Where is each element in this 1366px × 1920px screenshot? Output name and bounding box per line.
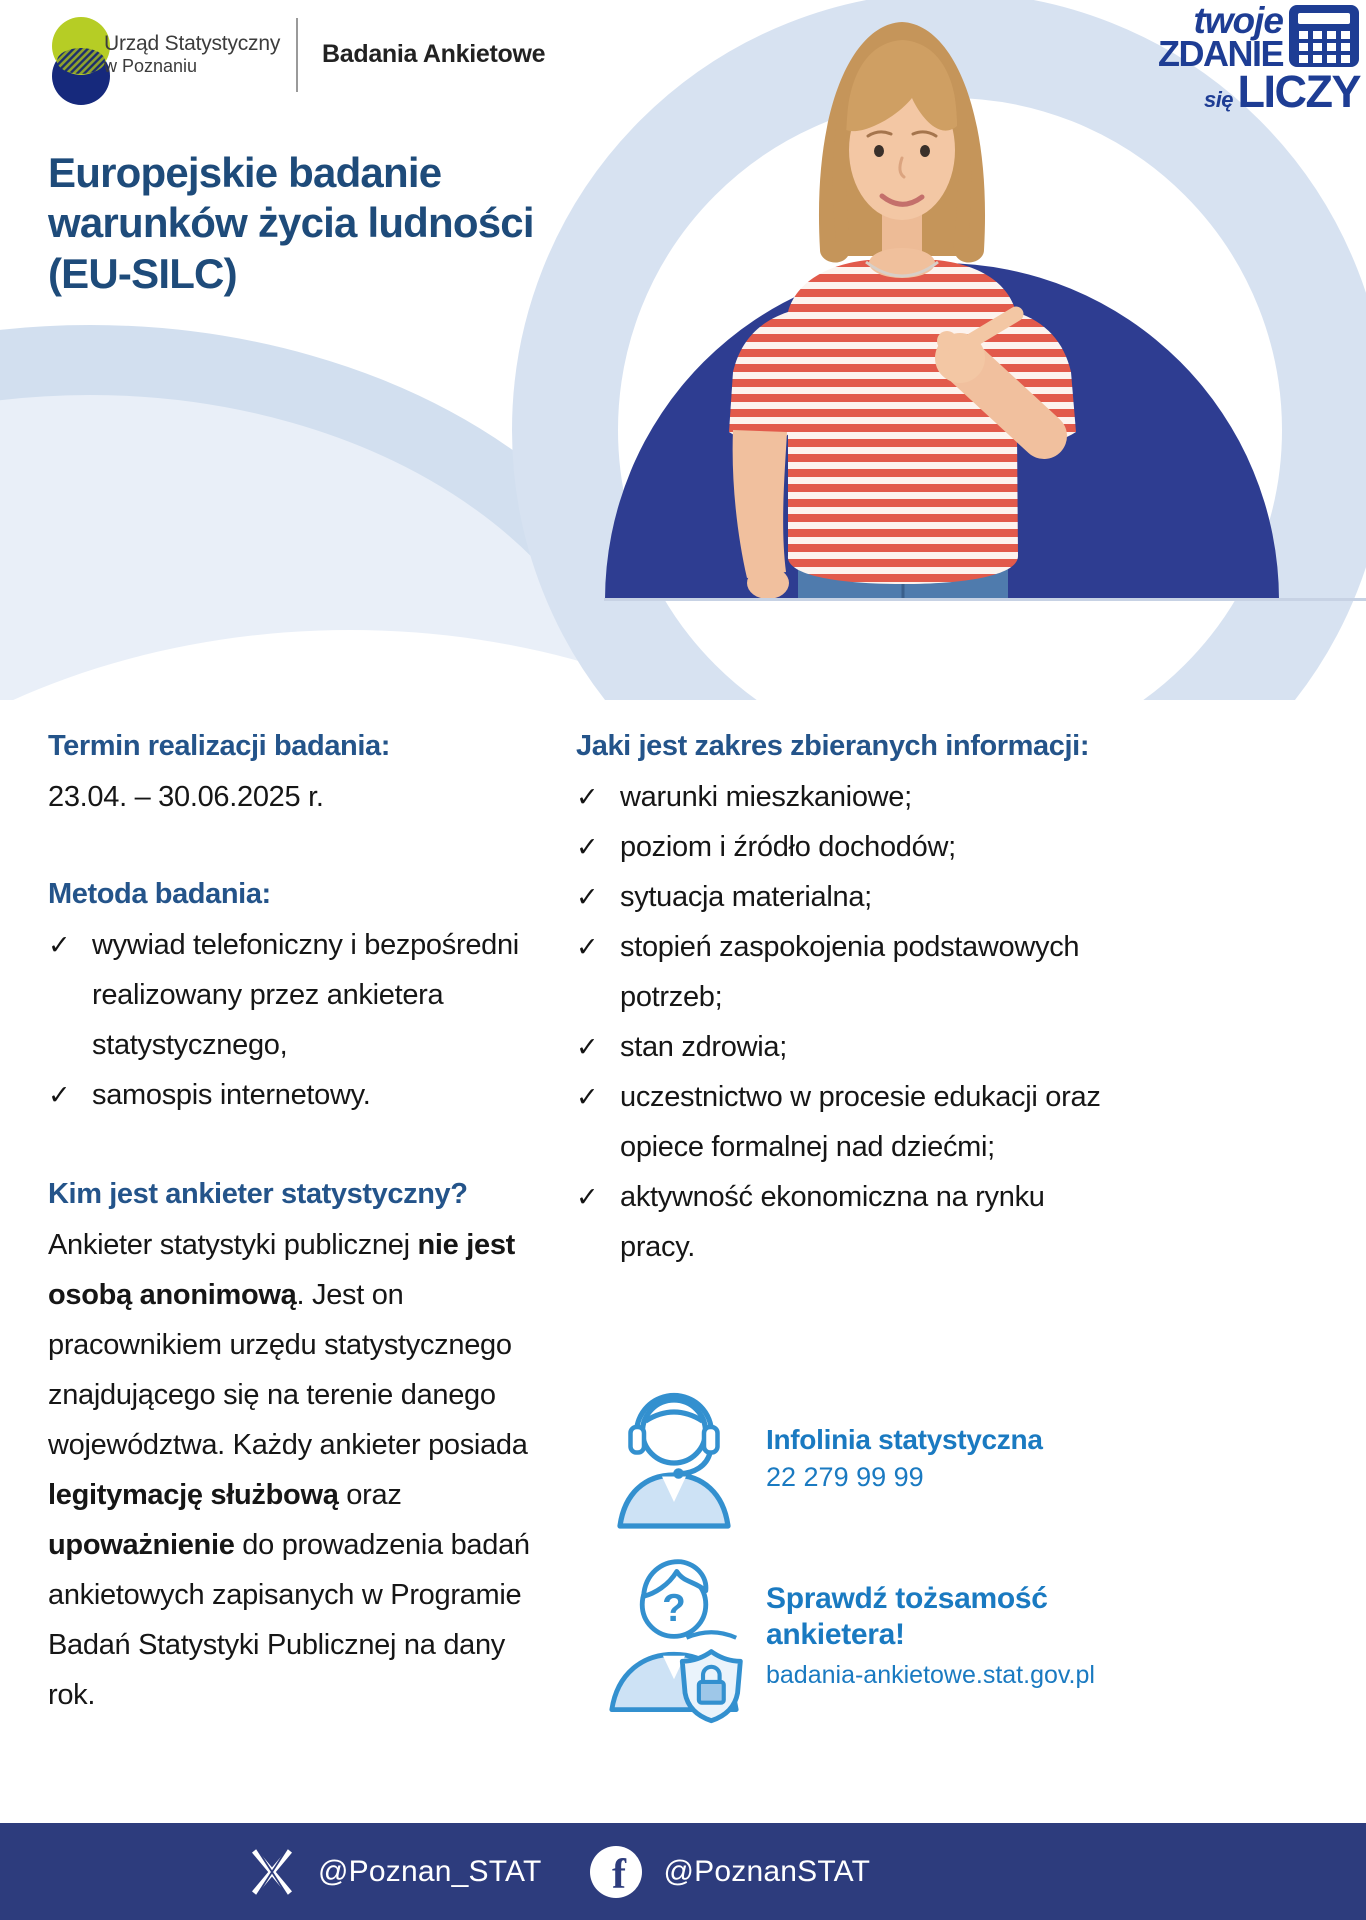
check-icon: ✓ bbox=[48, 1080, 71, 1110]
list-item bbox=[48, 1070, 553, 1120]
kim-bold-upowaznienie: upoważnienie bbox=[48, 1529, 235, 1561]
list-item bbox=[48, 920, 553, 1070]
title-line3: (EU-SILC) bbox=[48, 249, 237, 297]
infolinia-phone[interactable]: 22 279 99 99 bbox=[766, 1461, 924, 1492]
svg-text:f: f bbox=[611, 1851, 626, 1898]
office-name-line2: w Poznaniu bbox=[104, 56, 198, 77]
verify-title-line1: Sprawdź tożsamość bbox=[766, 1581, 1048, 1615]
kim-bold-anonimowa: nie jest osobą anonimową bbox=[48, 1229, 516, 1311]
list-item bbox=[576, 772, 1124, 822]
twitter-handle[interactable]: @Poznan_STAT bbox=[318, 1854, 542, 1888]
footer bbox=[0, 1823, 1366, 1920]
contact-section bbox=[598, 1382, 1218, 1724]
facebook-icon bbox=[588, 1844, 644, 1900]
zakres-heading: Jaki jest zakres zbieranych informacji: bbox=[576, 730, 1090, 762]
kim-paragraph: Ankieter statystyki publicznej nie jest osobą anonimową. Jest on pracownikiem urzędu statystycznego znajdującego się na terenie danego województwa. Każdy ankieter posiada legitymację służbową oraz upoważnienie do prowadzenia badań ankietowych zapisanych w Programie Badań Statystyki Publicznej na dany rok. bbox=[48, 1229, 530, 1711]
zakres-item-text: warunki mieszkaniowe; bbox=[620, 781, 912, 813]
check-icon: ✓ bbox=[576, 832, 599, 862]
facebook-block bbox=[588, 1844, 871, 1900]
list-item bbox=[576, 922, 1124, 1022]
zakres-item-text: aktywność ekonomiczna na rynku pracy. bbox=[620, 1181, 1045, 1263]
zakres-item-text: sytuacja materialna; bbox=[620, 881, 872, 913]
metoda-item-text: wywiad telefoniczny i bezpośredni realizowany przez ankietera statystycznego, bbox=[92, 929, 519, 1061]
campaign-word-liczy: LICZY bbox=[1237, 66, 1360, 118]
campaign-logo bbox=[1128, 0, 1360, 118]
verify-url[interactable]: badania-ankietowe.stat.gov.pl bbox=[766, 1660, 1095, 1689]
check-icon: ✓ bbox=[576, 782, 599, 812]
list-item bbox=[576, 1072, 1124, 1172]
headset-operator-icon bbox=[598, 1382, 750, 1532]
right-column bbox=[576, 728, 1124, 1272]
check-icon: ✓ bbox=[576, 932, 599, 962]
statistical-office-name bbox=[104, 32, 280, 77]
list-item bbox=[576, 872, 1124, 922]
campaign-word-sie: się bbox=[1203, 87, 1234, 113]
metoda-heading: Metoda badania: bbox=[48, 878, 271, 910]
termin-heading: Termin realizacji badania: bbox=[48, 730, 391, 762]
program-label: Badania Ankietowe bbox=[322, 40, 546, 68]
infolinia-row bbox=[598, 1382, 1218, 1532]
check-icon: ✓ bbox=[576, 882, 599, 912]
facebook-handle[interactable]: @PoznanSTAT bbox=[663, 1854, 871, 1888]
hero-baseline bbox=[604, 598, 1366, 601]
calculator-icon bbox=[1288, 4, 1360, 68]
metoda-item-text: samospis internetowy. bbox=[92, 1079, 371, 1111]
verify-interviewer-icon bbox=[598, 1546, 750, 1724]
zakres-item-text: stan zdrowia; bbox=[620, 1031, 787, 1063]
x-twitter-icon bbox=[246, 1846, 298, 1898]
termin-value: 23.04. – 30.06.2025 r. bbox=[48, 781, 324, 813]
list-item bbox=[576, 822, 1124, 872]
zakres-item-text: uczestnictwo w procesie edukacji oraz opiece formalnej nad dziećmi; bbox=[620, 1081, 1101, 1163]
twitter-block bbox=[246, 1846, 542, 1898]
office-name-line1: Urząd Statystyczny bbox=[104, 32, 281, 55]
metoda-list bbox=[48, 920, 553, 1120]
zakres-list bbox=[576, 772, 1124, 1272]
svg-text:?: ? bbox=[662, 1587, 686, 1631]
verify-row bbox=[598, 1546, 1218, 1724]
campaign-word-zdanie: ZDANIE bbox=[1158, 33, 1283, 75]
check-icon: ✓ bbox=[576, 1032, 599, 1062]
list-item bbox=[576, 1022, 1124, 1072]
campaign-word-twoje: twoje bbox=[1193, 0, 1283, 41]
check-icon: ✓ bbox=[576, 1182, 599, 1212]
header-divider bbox=[296, 18, 298, 92]
page-title bbox=[48, 148, 534, 299]
check-icon: ✓ bbox=[576, 1082, 599, 1112]
title-line2: warunków życia ludności bbox=[48, 199, 534, 247]
kim-heading: Kim jest ankieter statystyczny? bbox=[48, 1178, 468, 1210]
zakres-item-text: poziom i źródło dochodów; bbox=[620, 831, 956, 863]
list-item bbox=[576, 1172, 1124, 1272]
left-column bbox=[48, 728, 553, 1720]
title-line1: Europejskie badanie bbox=[48, 149, 442, 196]
verify-title-line2: ankietera! bbox=[766, 1617, 905, 1651]
zakres-item-text: stopień zaspokojenia podstawowych potrzeb; bbox=[620, 931, 1080, 1013]
check-icon: ✓ bbox=[48, 930, 71, 960]
infolinia-title: Infolinia statystyczna bbox=[766, 1423, 1043, 1455]
kim-bold-legitymacja: legitymację służbową bbox=[48, 1479, 339, 1511]
